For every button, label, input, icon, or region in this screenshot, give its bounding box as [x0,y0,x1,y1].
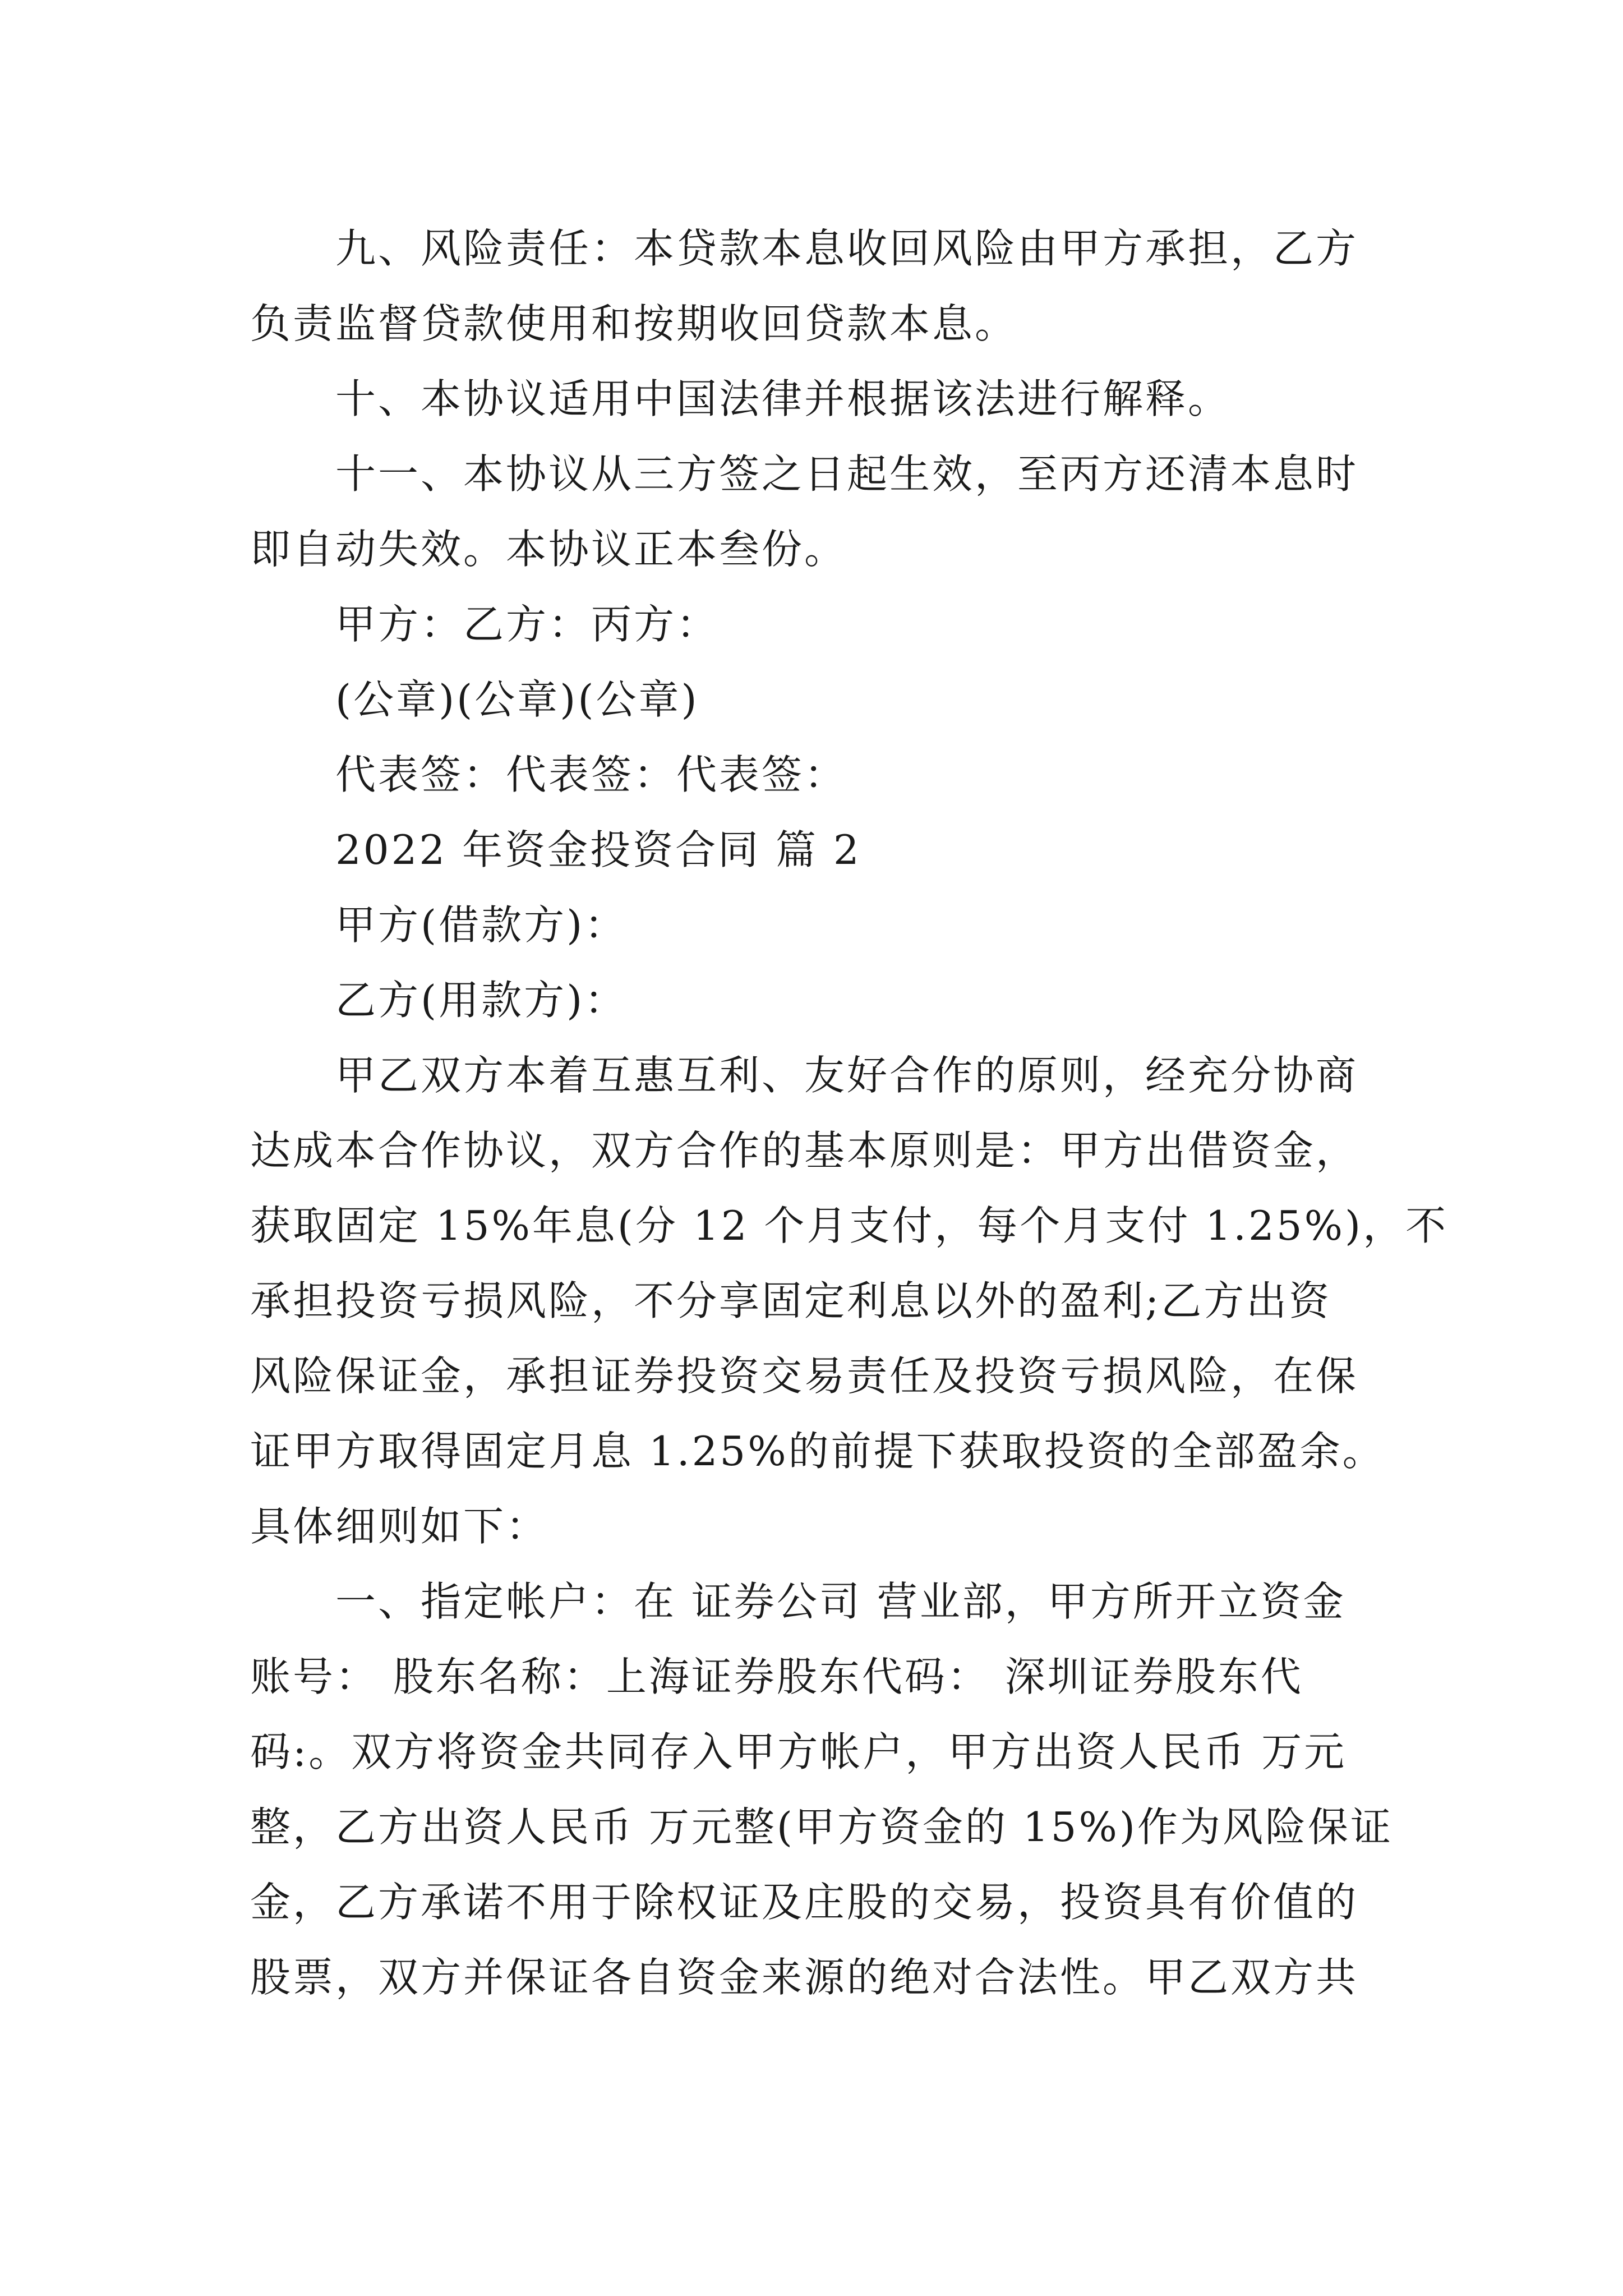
text-line: 甲方(借款方)： [335,901,628,949]
text-line: 股票，双方并保证各自资金来源的绝对合法性。甲乙双方共 [250,1954,1359,2001]
text-line: 九、风险责任：本贷款本息收回风险由甲方承担，乙方 [335,225,1359,272]
section-heading: 2022 年资金投资合同 篇 2 [335,826,861,873]
text-line: 甲乙双方本着互惠互利、友好合作的原则，经充分协商 [335,1052,1359,1099]
text-line: 代表签：代表签：代表签： [335,751,847,798]
text-line: 负责监督贷款使用和按期收回贷款本息。 [250,300,1018,347]
document-body [250,211,1449,2015]
text-line: 达成本合作协议，双方合作的基本原则是：甲方出借资金， [250,1127,1359,1174]
text-line: 承担投资亏损风险，不分享固定利息以外的盈利;乙方出资 [250,1277,1332,1324]
text-line: 具体细则如下： [250,1503,549,1550]
text-line: 证甲方取得固定月息 1.25%的前提下获取投资的全部盈余。 [250,1428,1385,1475]
text-line: 即自动失效。本协议正本叁份。 [250,526,847,573]
text-line: 十、本协议适用中国法律并根据该法进行解释。 [335,375,1231,422]
text-line: 一、指定帐户：在 证券公司 营业部，甲方所开立资金 [335,1578,1346,1625]
text-line: 乙方(用款方)： [335,977,628,1024]
text-line: 获取固定 15%年息(分 12 个月支付，每个月支付 1.25%)，不 [250,1202,1449,1249]
text-line: 码:。双方将资金共同存入甲方帐户，甲方出资人民币 万元 [250,1728,1347,1775]
text-line: 整，乙方出资人民币 万元整(甲方资金的 15%)作为风险保证 [250,1803,1393,1851]
text-line: 十一、本协议从三方签之日起生效，至丙方还清本息时 [335,450,1359,498]
text-line: (公章)(公章)(公章) [335,676,699,723]
text-line: 账号： 股东名称：上海证券股东代码： 深圳证券股东代 [250,1653,1303,1700]
text-line: 风险保证金，承担证券投资交易责任及投资亏损风险，在保 [250,1352,1359,1400]
text-line: 金，乙方承诺不用于除权证及庄股的交易，投资具有价值的 [250,1879,1359,1926]
text-line: 甲方：乙方：丙方： [335,601,720,648]
